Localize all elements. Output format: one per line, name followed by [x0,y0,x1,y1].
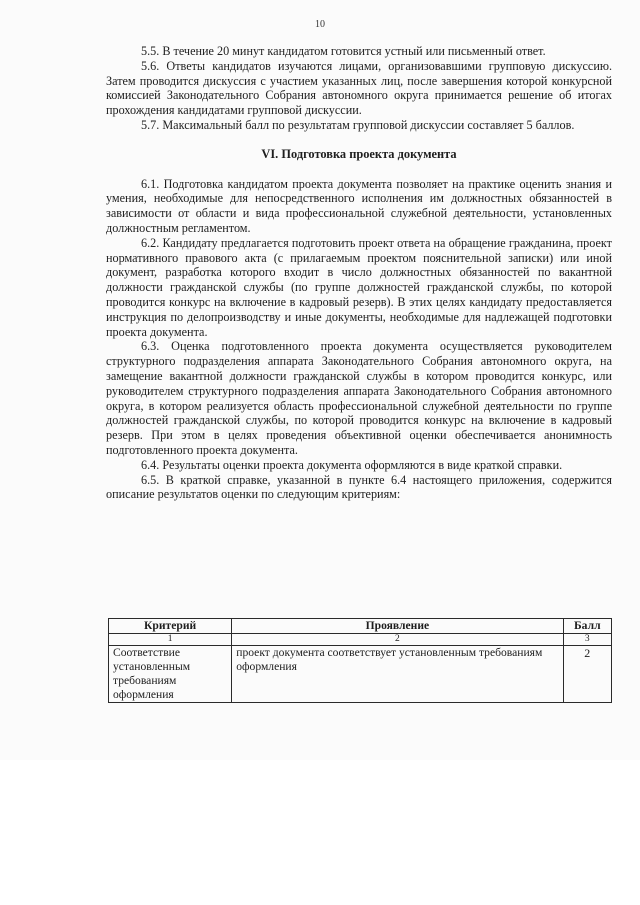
column-number-3: 3 [563,634,611,646]
section-heading: VI. Подготовка проекта документа [261,146,457,161]
criteria-table [108,618,612,703]
column-number-1: 1 [109,634,232,646]
header-manifestation: Проявление [232,619,563,634]
blank-area [0,760,640,905]
paragraph-5-5: 5.5. В течение 20 минут кандидатом готовится устный или письменный ответ. [141,44,546,58]
paragraph-6-5: 6.5. В краткой справке, указанной в пункте 6.4 настоящего приложения, содержится описание результатов оценки по следующим критериям: [106,472,612,502]
page-number: 10 [315,19,325,30]
header-score: Балл [563,619,611,634]
header-criterion: Критерий [109,619,232,634]
column-number-2: 2 [232,634,563,646]
table-column-numbers-row [109,634,612,646]
table-header-row [109,619,612,634]
document-body [106,44,612,502]
paragraph-6-4: 6.4. Результаты оценки проекта документа оформляются в виде краткой справки. [141,457,563,472]
table-row [109,646,612,703]
paragraph-6-2: 6.2. Кандидату предлагается подготовить проект ответа на обращение гражданина, проект нормативного правового акта (с прилагаемым проектом пояснительной записки) или иной документ, разработка которого входит в число должностных обязанностей по вакантной должности гражданской службы (по группе должностей гражданской службы, по которой проводится конкурс на включение в кадровый резерв). В этих целях кандидату предоставляется инструкция по делопроизводству и иные документы, необходимые для надлежащей подготовки проекта документа. [106,235,612,339]
criterion-cell: Соответствие установленным требованиям оформления [109,646,232,703]
manifestation-cell: проект документа соответствует установленным требованиям оформления [232,646,563,703]
score-cell: 2 [563,646,611,703]
paragraph-6-1: 6.1. Подготовка кандидатом проекта документа позволяет на практике оценить знания и умения, необходимые для непосредственного исполнения им должностных обязанностей в зависимости от области и вида профессиональной служебной деятельности, установленных должностным регламентом. [106,176,612,235]
paragraph-5-6: 5.6. Ответы кандидатов изучаются лицами, организовавшими групповую дискуссию. Затем проводится дискуссия с участием указанных лиц, после завершения которой конкурсной комиссией Законодательного Собрания автономного округа принимается решение об итогах прохождения кандидатами групповой дискуссии. [106,58,612,118]
paragraph-5-7: 5.7. Максимальный балл по результатам групповой дискуссии составляет 5 баллов. [141,117,575,132]
paragraph-6-3: 6.3. Оценка подготовленного проекта документа осуществляется руководителем структурного подразделения аппарата Законодательного Собрания автономного округа, на замещение вакантной должности гражданской службы в котором проводится конкурс, или руководителем структурного подразделения аппарата Законодательного Собрания автономного округа, в котором реализуется область профессиональной служебной деятельности по группе должностей гражданской службы, по которой проводится конкурс на включение в кадровый резерв. При этом в целях проведения объективной оценки обеспечивается анонимность подготовленного проекта документа. [106,339,612,457]
